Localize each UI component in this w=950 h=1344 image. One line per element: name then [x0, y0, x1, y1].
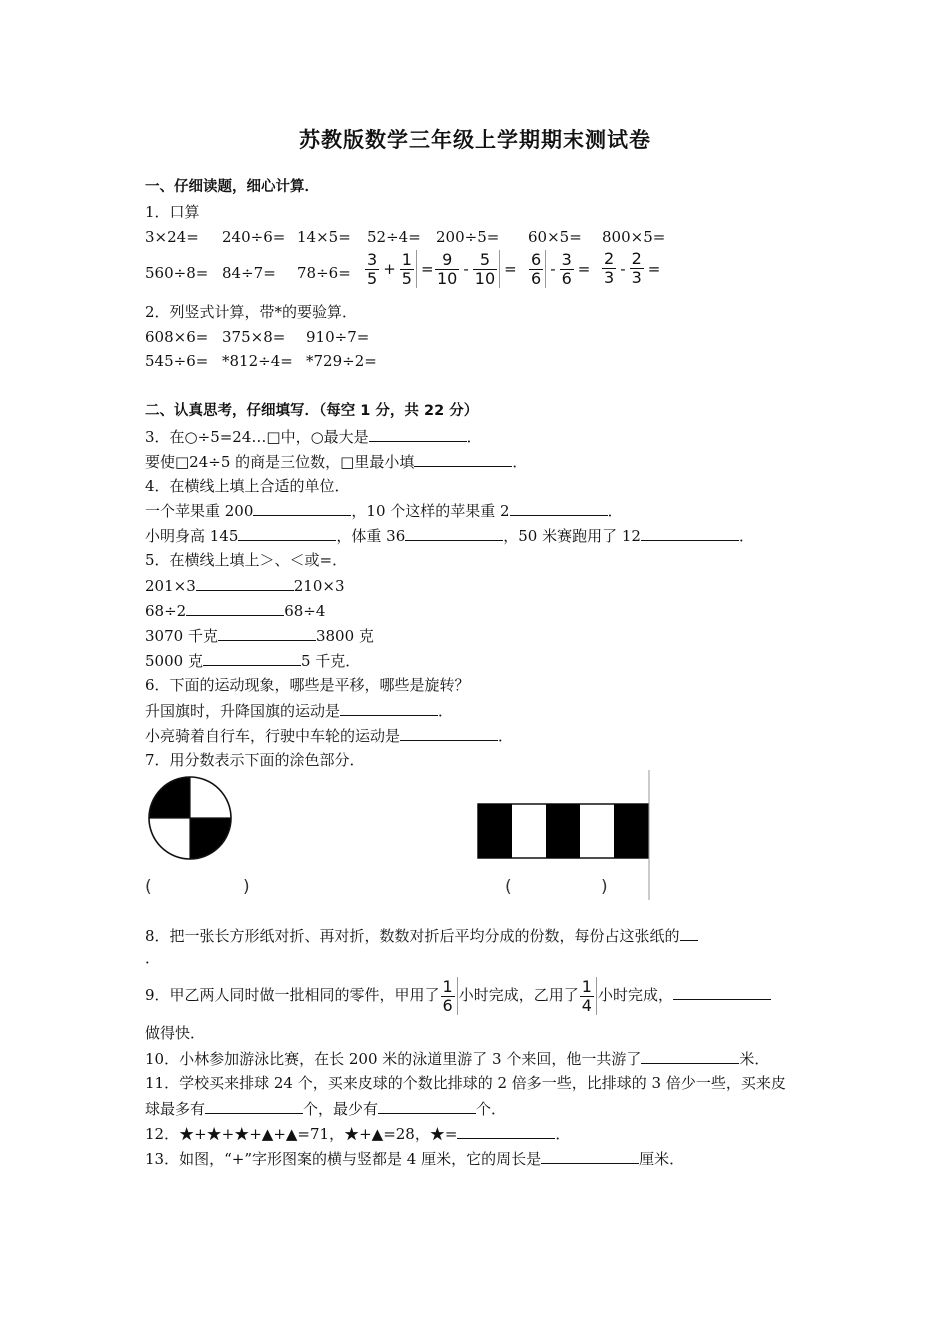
- answer-paren-open: (: [505, 877, 512, 897]
- question-6a: 升国旗时，升降国旗的运动是 ．: [145, 702, 454, 720]
- mental-calc-item: 240÷6=: [222, 228, 286, 246]
- question-3a: 3．在○÷5=24…□中，○最大是 ．: [145, 428, 482, 446]
- vertical-calc-item: 545÷6=: [145, 352, 209, 370]
- fraction: $\frac{9}{10}$: [437, 249, 458, 288]
- question-5: 5．在横线上填上＞、＜或=．: [145, 551, 348, 569]
- answer-blank[interactable]: [238, 525, 336, 541]
- question-4b: 小明身高 145 ，体重 36 ，50 米赛跑用了 12 ．: [145, 527, 754, 545]
- answer-blank[interactable]: [253, 500, 351, 516]
- vertical-calc-item: *729÷2=: [306, 352, 377, 370]
- vertical-calc-item: *812÷4=: [222, 352, 293, 370]
- shaded-segment: [546, 804, 580, 858]
- shaded-bar-figure: [476, 770, 656, 902]
- shaded-circle-figure: [145, 774, 235, 862]
- mental-calc-item: 560÷8=: [145, 264, 209, 282]
- mental-calc-item: 3×24=: [145, 228, 199, 246]
- fraction: $\frac{1}{4}$: [581, 976, 592, 1015]
- answer-blank[interactable]: [203, 650, 301, 666]
- answer-blank[interactable]: [196, 575, 294, 591]
- answer-blank[interactable]: [641, 525, 739, 541]
- answer-paren-open: (: [145, 877, 152, 897]
- answer-blank[interactable]: [205, 1098, 303, 1114]
- fraction: $\frac{3}{5}$: [367, 249, 378, 288]
- mental-calc-item: 84÷7=: [222, 264, 276, 282]
- fraction: $\frac{2}{3}$: [631, 249, 642, 287]
- vertical-calc-item: 910÷7=: [306, 328, 370, 346]
- question-4a: 一个苹果重 200 ，10 个这样的苹果重 2 ．: [145, 502, 623, 520]
- question-3b: 要使□24÷5 的商是三位数，□里最小填 ．: [145, 453, 528, 471]
- compare-item: 201×3 210×3: [145, 577, 345, 595]
- question-11b: 球最多有 个，最少有 个．: [145, 1100, 507, 1118]
- answer-blank[interactable]: [340, 700, 438, 716]
- answer-blank[interactable]: [641, 1048, 739, 1064]
- fraction-expression: $\frac{6}{6}$ - $\frac{3}{6}$ =: [531, 249, 591, 288]
- compare-item: 68÷2 68÷4: [145, 602, 326, 620]
- question-10: 10．小林参加游泳比赛，在长 200 米的泳道里游了 3 个来回，他一共游了 米．: [145, 1050, 770, 1068]
- fraction: $\frac{6}{6}$: [531, 249, 542, 288]
- shaded-segment: [614, 804, 648, 858]
- fraction: $\frac{1}{5}$: [401, 249, 412, 288]
- fraction-expression: $\frac{2}{3}$ - $\frac{2}{3}$ =: [604, 249, 661, 287]
- fraction: $\frac{3}{6}$: [561, 249, 572, 288]
- fraction: $\frac{1}{6}$: [442, 976, 453, 1015]
- question-4: 4．在横线上填上合适的单位．: [145, 477, 350, 495]
- mental-calc-item: 52÷4=: [367, 228, 421, 246]
- answer-blank[interactable]: [186, 600, 284, 616]
- fraction-expression: $\frac{3}{5}$ + $\frac{1}{5}$ =: [367, 249, 434, 288]
- answer-paren-close: ): [601, 877, 608, 897]
- answer-blank[interactable]: [673, 984, 771, 1000]
- mental-calc-item: 800×5=: [602, 228, 666, 246]
- section1-heading: 一、仔细读题，细心计算．: [145, 179, 319, 195]
- answer-blank[interactable]: [541, 1148, 639, 1164]
- section2-heading: 二、认真思考，仔细填写．（每空 1 分，共 22 分）: [145, 403, 479, 419]
- answer-blank[interactable]: [405, 525, 503, 541]
- answer-blank[interactable]: [218, 625, 316, 641]
- answer-blank[interactable]: [680, 925, 698, 941]
- answer-blank[interactable]: [457, 1123, 555, 1139]
- answer-blank[interactable]: [414, 451, 512, 467]
- answer-blank[interactable]: [369, 426, 467, 442]
- fraction: $\frac{2}{3}$: [604, 249, 615, 287]
- question-6b: 小亮骑着自行车，行驶中车轮的运动是 ．: [145, 727, 514, 745]
- compare-item: 5000 克 5 千克．: [145, 652, 361, 670]
- compare-item: 3070 千克 3800 克: [145, 627, 374, 645]
- question-9: 9．甲乙两人同时做一批相同的零件，甲用了 $\frac{1}{6}$ 小时完成，乙用了 $\frac{1}{4}$ 小时完成，: [145, 973, 771, 1017]
- page-title: 苏教版数学三年级上学期期末测试卷: [299, 128, 651, 152]
- mental-calc-item: 14×5=: [297, 228, 351, 246]
- mental-calc-item: 200÷5=: [436, 228, 500, 246]
- q1-label: 1．口算: [145, 203, 200, 221]
- question-6: 6．下面的运动现象，哪些是平移，哪些是旋转？: [145, 676, 470, 694]
- question-7: 7．用分数表示下面的涂色部分．: [145, 751, 365, 769]
- question-8: 8．把一张长方形纸对折、再对折，数数对折后平均分成的份数，每份占这张纸的: [145, 925, 698, 946]
- question-13: 13．如图，“+”字形图案的横与竖都是 4 厘米，它的周长是 厘米．: [145, 1150, 685, 1168]
- question-9-end: 做得快．: [145, 1024, 206, 1042]
- q2-label: 2．列竖式计算，带*的要验算．: [145, 303, 358, 321]
- fraction-expression: $\frac{9}{10}$ - $\frac{5}{10}$ =: [437, 249, 517, 288]
- question-12: 12．★+★+★+▲+▲=71，★+▲=28，★= ．: [145, 1125, 571, 1143]
- question-8-end: ．: [145, 949, 161, 967]
- vertical-calc-item: 375×8=: [222, 328, 286, 346]
- vertical-calc-item: 608×6=: [145, 328, 209, 346]
- answer-blank[interactable]: [378, 1098, 476, 1114]
- mental-calc-item: 78÷6=: [297, 264, 351, 282]
- mental-calc-item: 60×5=: [528, 228, 582, 246]
- question-11a: 11．学校买来排球 24 个，买来皮球的个数比排球的 2 倍多一些，比排球的 3 倍少一些，买来皮: [145, 1074, 786, 1092]
- answer-blank[interactable]: [510, 500, 608, 516]
- shaded-segment: [478, 804, 512, 858]
- answer-paren-close: ): [243, 877, 250, 897]
- fraction: $\frac{5}{10}$: [474, 249, 496, 288]
- answer-blank[interactable]: [400, 725, 498, 741]
